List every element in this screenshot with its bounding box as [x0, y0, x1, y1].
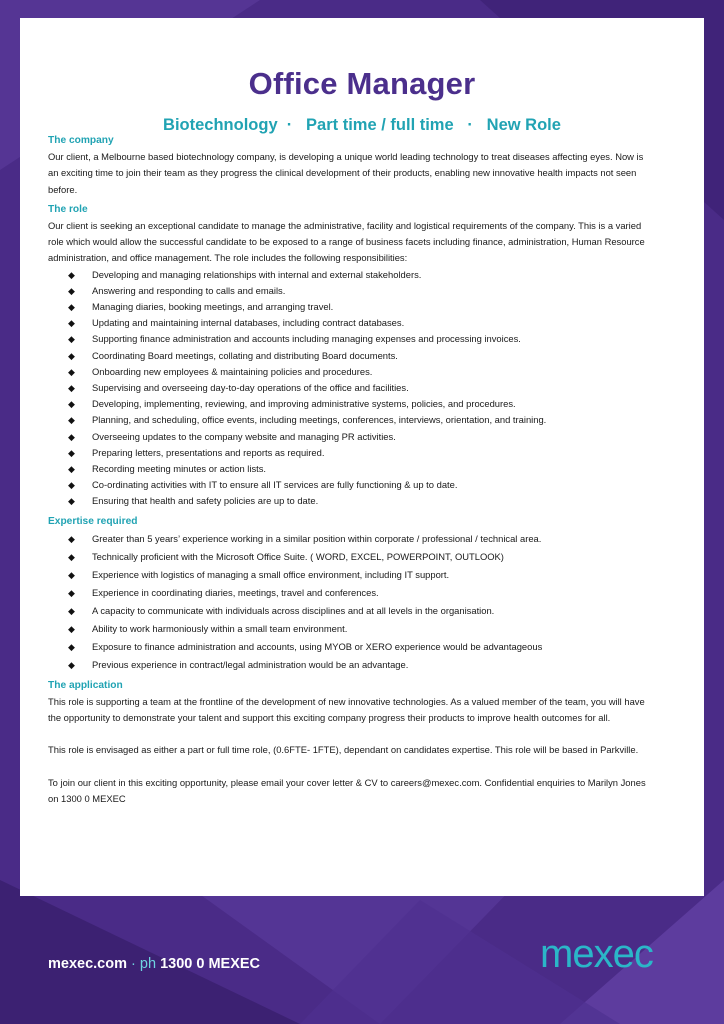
application-heading: The application: [48, 679, 123, 691]
diamond-bullet-icon: ◆: [68, 285, 75, 296]
footer-separator: ·: [131, 956, 136, 972]
list-item: ◆ Technically proficient with the Microsoft Office Suite. ( WORD, EXCEL, POWERPOINT, OUTLOOK): [48, 548, 648, 566]
list-item: ◆ Supporting finance administration and accounts including managing expenses and processing invoices.: [48, 331, 648, 347]
list-item: ◆ Answering and responding to calls and emails.: [48, 283, 648, 299]
footer-phone: 1300 0 MEXEC: [160, 956, 261, 972]
list-item: ◆ Experience with logistics of managing a small office environment, including IT support.: [48, 566, 648, 584]
footer-phone-label: ph: [139, 956, 157, 972]
list-item: ◆ Developing and managing relationships with internal and external stakeholders.: [48, 267, 648, 283]
diamond-bullet-icon: ◆: [68, 399, 75, 410]
diamond-bullet-icon: ◆: [68, 533, 75, 544]
list-item: ◆ Previous experience in contract/legal administration would be an advantage.: [48, 656, 648, 674]
responsibilities-list: [48, 267, 648, 510]
role-heading: The role: [48, 203, 88, 215]
document-body: [48, 133, 648, 807]
mexec-logo: [538, 925, 688, 985]
page-title: Office Manager: [248, 66, 476, 101]
diamond-bullet-icon: ◆: [68, 302, 75, 313]
diamond-bullet-icon: ◆: [68, 350, 75, 361]
list-item: ◆ Overseeing updates to the company website and managing PR activities.: [48, 429, 648, 445]
list-item: ◆ Greater than 5 years’ experience working in a similar position within corporate / professional / technical area.: [48, 530, 648, 548]
diamond-bullet-icon: ◆: [68, 641, 75, 652]
list-item: ◆ A capacity to communicate with individuals across disciplines and at all levels in the organisation.: [48, 602, 648, 620]
diamond-bullet-icon: ◆: [68, 447, 75, 458]
diamond-bullet-icon: ◆: [68, 464, 75, 475]
diamond-bullet-icon: ◆: [68, 318, 75, 329]
diamond-bullet-icon: ◆: [68, 366, 75, 377]
footer-website-link[interactable]: mexec.com: [48, 956, 127, 972]
list-item: ◆ Experience in coordinating diaries, meetings, travel and conferences.: [48, 584, 648, 602]
list-item: ◆ Co-ordinating activities with IT to ensure all IT services are fully functioning & up to date.: [48, 477, 648, 493]
list-item: ◆ Developing, implementing, reviewing, and improving administrative systems, policies, and procedures.: [48, 396, 648, 412]
diamond-bullet-icon: ◆: [68, 480, 75, 491]
diamond-bullet-icon: ◆: [68, 569, 75, 580]
list-item: ◆ Managing diaries, booking meetings, and arranging travel.: [48, 299, 648, 315]
diamond-bullet-icon: ◆: [68, 496, 75, 507]
diamond-bullet-icon: ◆: [68, 623, 75, 634]
expertise-heading: Expertise required: [48, 515, 138, 527]
list-item: ◆ Supervising and overseeing day-to-day operations of the office and facilities.: [48, 380, 648, 396]
logo-text: mexec: [540, 932, 653, 976]
diamond-bullet-icon: ◆: [68, 415, 75, 426]
application-text-3: To join our client in this exciting opportunity, please email your cover letter & CV to careers@mexec.com. Confidential enquiries to Marilyn Jones on 1300 0 MEXEC: [48, 776, 646, 804]
diamond-bullet-icon: ◆: [68, 431, 75, 442]
diamond-bullet-icon: ◆: [68, 551, 75, 562]
diamond-bullet-icon: ◆: [68, 659, 75, 670]
diamond-bullet-icon: ◆: [68, 269, 75, 280]
expertise-list: [48, 530, 648, 674]
list-item: ◆ Planning, and scheduling, office events, including meetings, conferences, interviews, orientation, and training.: [48, 412, 648, 428]
list-item: ◆ Ensuring that health and safety policies are up to date.: [48, 493, 648, 509]
list-item: ◆ Updating and maintaining internal databases, including contract databases.: [48, 315, 648, 331]
company-text: Our client, a Melbourne based biotechnology company, is developing a unique world leading technology to treat diseases affecting eyes. Now is an exciting time to join their team as they progress the clinical development of their products, enabling new innovative health impacts not seen before.: [48, 151, 644, 195]
list-item: ◆ Coordinating Board meetings, collating and distributing Board documents.: [48, 348, 648, 364]
diamond-bullet-icon: ◆: [68, 383, 75, 394]
diamond-bullet-icon: ◆: [68, 605, 75, 616]
application-text-2: This role is envisaged as either a part or full time role, (0.6FTE- 1FTE), dependant on candidates expertise. This role will be based in Parkville.: [48, 744, 639, 756]
diamond-bullet-icon: ◆: [68, 587, 75, 598]
page-subtitle: Biotechnology · Part time / full time · New Role: [163, 116, 561, 134]
paragraph-gap: [48, 726, 648, 742]
paragraph-gap: [48, 759, 648, 775]
list-item: ◆ Exposure to finance administration and accounts, using MYOB or XERO experience would be advantageous: [48, 638, 648, 656]
list-item: ◆ Preparing letters, presentations and reports as required.: [48, 445, 648, 461]
footer-contact: [48, 956, 260, 972]
list-item: ◆ Recording meeting minutes or action lists.: [48, 461, 648, 477]
application-text-1: This role is supporting a team at the frontline of the development of new innovative technologies. As a valued member of the team, you will have the opportunity to demonstrate your talent and support this exciting company progress their products to improve health outcomes for all.: [48, 696, 645, 724]
role-text: Our client is seeking an exceptional candidate to manage the administrative, facility and logistical requirements of the company. This is a varied role which would allow the successful candidate to be exposed to a range of business facets including finance, administration, Human Resource administration, and office management. The role includes the following responsibilities:: [48, 220, 645, 264]
company-heading: The company: [48, 135, 114, 146]
list-item: ◆ Ability to work harmoniously within a small team environment.: [48, 620, 648, 638]
list-item: ◆ Onboarding new employees & maintaining policies and procedures.: [48, 364, 648, 380]
diamond-bullet-icon: ◆: [68, 334, 75, 345]
